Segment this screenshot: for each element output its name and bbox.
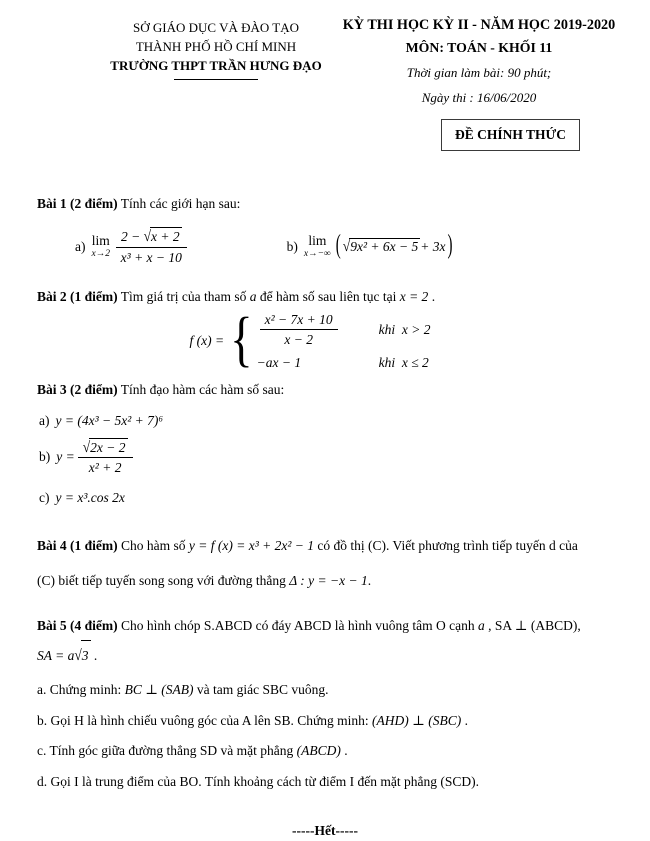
exam-info-block — [333, 16, 625, 151]
open-paren: ( — [335, 231, 341, 261]
square-root — [74, 640, 90, 670]
exam-duration: Thời gian làm bài: 90 phút; — [406, 65, 552, 81]
parameter-a: a — [249, 289, 257, 305]
radical-sign: √ — [74, 646, 82, 664]
perpendicular-planes: (AHD) ⊥ (SBC) — [372, 712, 462, 728]
fraction — [260, 311, 338, 349]
case-condition-2: khi x ≤ 2 — [378, 354, 429, 370]
fraction — [116, 227, 187, 266]
radicand: 2x − 2 — [90, 439, 126, 455]
function-lhs: y = — [56, 449, 75, 465]
close-paren: ) — [447, 231, 453, 261]
exam-title: KỲ THI HỌC KỲ II - NĂM HỌC 2019-2020 — [342, 17, 616, 33]
official-stamp-row — [333, 119, 625, 151]
limit-expression-b — [286, 231, 455, 261]
radicand: 9x² + 6x − 5 — [350, 239, 419, 255]
square-root — [144, 227, 182, 246]
numerator — [78, 438, 133, 459]
problem-4-paragraph: Bài 4 (1 điểm) Cho hàm số y = f (x) = x³ + 2x² − 1 có đồ thị (C). Viết phương trình tiếp tuyến d của (C) biết tiếp tuyến song song với đường thẳng Δ : y = −x − 1. — [37, 538, 578, 589]
square-root — [343, 238, 420, 255]
problem-1-label: Bài 1 (2 điểm) — [37, 196, 118, 211]
problem-5-item-c: c. Tính góc giữa đường thẳng SD và mặt phẳng (ABCD) . — [37, 743, 348, 759]
limit-operator: lim x→2 — [91, 232, 110, 260]
cubic-function: y = f (x) = x³ + 2x² − 1 — [188, 538, 315, 554]
cases-brace: { — [230, 306, 253, 374]
radical-sign: √ — [143, 227, 152, 245]
expression-tail: + 3x — [420, 238, 446, 254]
header-underline — [174, 79, 258, 80]
official-stamp-box: ĐỀ CHÍNH THỨC — [441, 119, 580, 151]
problem-2-heading: Bài 2 (1 điểm) Tìm giá trị của tham số a để hàm số sau liên tục tại x = 2 . — [37, 289, 436, 305]
exam-subject: MÔN: TOÁN - KHỐI 11 — [405, 40, 553, 56]
problem-5-item-d: d. Gọi I là trung điểm của BO. Tính khoảng cách từ điểm I đến mặt phẳng (SCD). — [37, 774, 479, 790]
sa-length: SA = a — [37, 648, 75, 664]
edge-length-a: a — [477, 618, 485, 634]
denominator: x − 2 — [284, 332, 313, 348]
problem-2-label: Bài 2 (1 điểm) — [37, 289, 118, 305]
problem-3-intro: Tính đạo hàm các hàm số sau: — [117, 381, 285, 397]
org-school: TRƯỜNG THPT TRẦN HƯNG ĐẠO — [110, 58, 322, 73]
problem-1-formulas — [75, 227, 613, 266]
problem-1-intro: Tính các giới hạn sau: — [117, 196, 241, 211]
exam-header — [37, 16, 616, 168]
cases-block — [257, 311, 431, 371]
case-row-1 — [257, 311, 431, 349]
numerator: 2 − √x + 2 — [116, 227, 187, 248]
line-delta: Δ : y = −x − 1 — [289, 573, 368, 589]
org-city: THÀNH PHỐ HỒ CHÍ MINH — [135, 39, 297, 54]
square-root — [83, 438, 128, 457]
item-tag-a: a) — [75, 238, 86, 254]
item-tag-a: a) — [39, 412, 50, 428]
function-expression: y = x³.cos 2x — [55, 490, 125, 506]
perpendicular-statement: BC ⊥ (SAB) — [124, 682, 194, 698]
radical-sign: √ — [342, 237, 351, 255]
function-lhs: f (x) = — [189, 332, 225, 348]
end-mark: -----Hết----- — [292, 822, 358, 838]
item-tag-c: c) — [39, 490, 50, 506]
function-expression: y = (4x³ − 5x² + 7)⁶ — [55, 412, 164, 428]
problem-5 — [37, 611, 613, 792]
radicand: x + 2 — [151, 229, 180, 245]
case-expression-2: −ax − 1 — [256, 354, 302, 370]
problem-3 — [37, 380, 613, 506]
problem-1-heading — [37, 194, 613, 214]
derivative-item-a — [39, 413, 613, 429]
fraction — [78, 438, 133, 477]
radical-sign: √ — [82, 438, 91, 456]
piecewise-function — [37, 306, 583, 374]
denominator: x² + 2 — [88, 460, 122, 476]
exam-date: Ngày thi : 16/06/2020 — [421, 90, 537, 106]
item-tag-b: b) — [39, 449, 51, 465]
limit-subscript: x→2 — [91, 249, 110, 260]
problem-3-label: Bài 3 (2 điểm) — [37, 381, 118, 397]
case-condition-1: khi x > 2 — [378, 321, 431, 337]
derivative-item-c — [39, 490, 613, 506]
problem-5-label: Bài 5 (4 điểm) — [37, 618, 118, 634]
problem-5-item-b: b. Gọi H là hình chiếu vuông góc của A lên SB. Chứng minh: (AHD) ⊥ (SBC) . — [37, 712, 468, 728]
denominator: x³ + x − 10 — [120, 249, 182, 265]
item-tag-b: b) — [286, 238, 298, 254]
issuing-org-block — [85, 18, 347, 80]
case-row-2 — [257, 355, 431, 371]
problem-3-heading — [37, 380, 613, 400]
org-department: SỞ GIÁO DỤC VÀ ĐÀO TẠO — [133, 20, 299, 35]
problem-2 — [37, 287, 613, 374]
continuity-point: x = 2 — [399, 289, 429, 305]
problem-4 — [37, 528, 613, 598]
limit-operator: lim x→−∞ — [303, 232, 331, 260]
problem-1 — [37, 194, 613, 266]
derivative-item-b — [39, 438, 613, 477]
problem-4-label: Bài 4 (1 điểm) — [37, 538, 118, 554]
numerator: x² − 7x + 10 — [260, 311, 338, 331]
limit-subscript: x→−∞ — [303, 249, 331, 260]
limit-expression-a — [75, 227, 190, 266]
base-plane: (ABCD) — [296, 743, 341, 759]
problem-5-item-a: a. Chứng minh: BC ⊥ (SAB) và tam giác SBC vuông. — [37, 682, 329, 698]
problem-5-paragraph: Bài 5 (4 điểm) Cho hình chóp S.ABCD có đáy ABCD là hình vuông tâm O cạnh a , SA ⊥ (ABCD), SA = a√3 . — [37, 611, 613, 670]
radicand: 3 — [81, 640, 91, 670]
